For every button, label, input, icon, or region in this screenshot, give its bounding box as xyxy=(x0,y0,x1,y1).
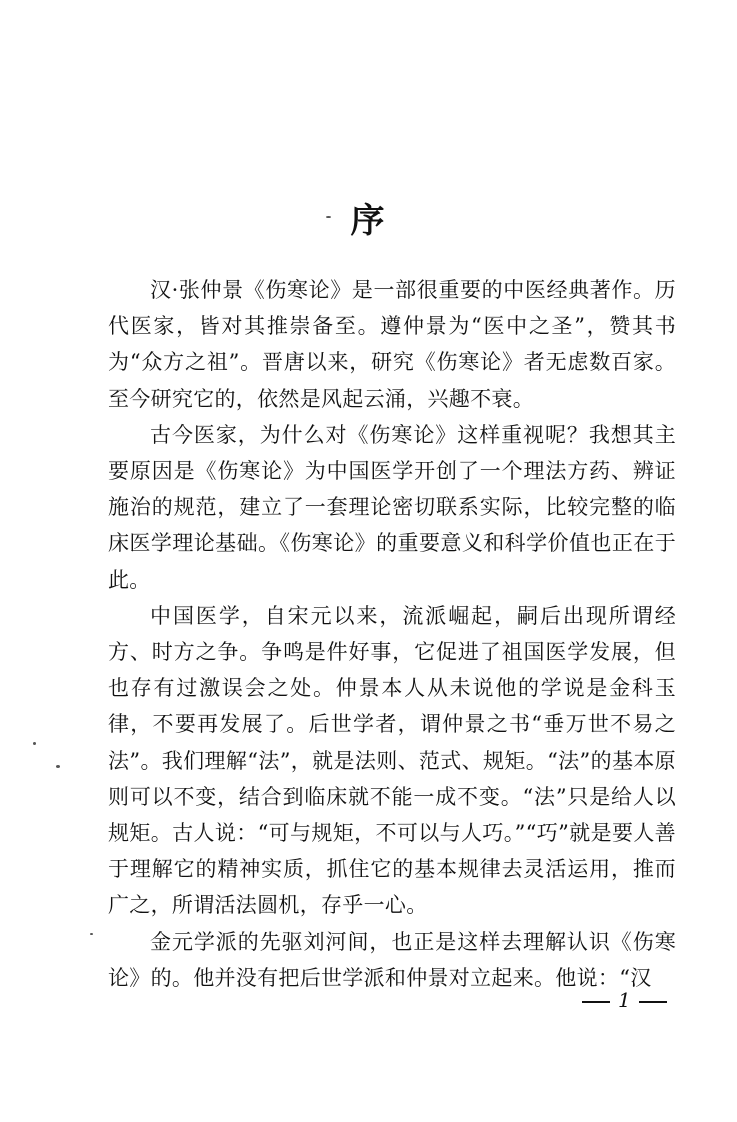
dash-left xyxy=(582,1001,610,1003)
scan-speck xyxy=(33,742,36,745)
scan-speck xyxy=(56,765,60,768)
preface-title: 序 xyxy=(350,201,387,241)
page-number xyxy=(574,988,675,1012)
paragraph-3: 中国医学，自宋元以来，流派崛起，嗣后出现所谓经方、时方之争。争鸣是件好事，它促进了祖国医学发展，但也存有过激误会之处。仲景本人从未说他的学说是金科玉律，不要再发展了。后世学者，谓仲景之书“垂万世不易之法”。我们理解“法”，就是法则、范式、规矩。“法”的基本原则可以不变，结合到临床就不能一成不变。“法”只是给人以规矩。古人说：“可与规矩，不可以与人巧。”“巧”就是要人善于理解它的精神实质，抓住它的基本规律去灵活运用，推而广之，所谓活法圆机，存乎一心。 xyxy=(108,603,676,918)
dash-right xyxy=(639,1001,667,1003)
paragraph-1: 汉·张仲景《伤寒论》是一部很重要的中医经典著作。历代医家，皆对其推崇备至。遵仲景为“医中之圣”，赞其书为“众方之祖”。晋唐以来，研究《伤寒论》者无虑数百家。至今研究它的，依然是风起云涌，兴趣不衰。 xyxy=(108,278,676,411)
paragraph-2: 古今医家，为什么对《伤寒论》这样重视呢？我想其主要原因是《伤寒论》为中国医学开创了一个理法方药、辨证施治的规范，建立了一套理论密切联系实际，比较完整的临床医学理论基础。《伤寒论》的重要意义和科学价值也正在于此。 xyxy=(108,422,676,592)
scan-speck xyxy=(90,933,93,935)
paragraph-4: 金元学派的先驱刘河间，也正是这样去理解认识《伤寒论》的。他并没有把后世学派和仲景对立起来。他说：“汉 xyxy=(108,929,676,990)
preface-body xyxy=(108,272,676,996)
page-number-value: 1 xyxy=(618,988,631,1012)
